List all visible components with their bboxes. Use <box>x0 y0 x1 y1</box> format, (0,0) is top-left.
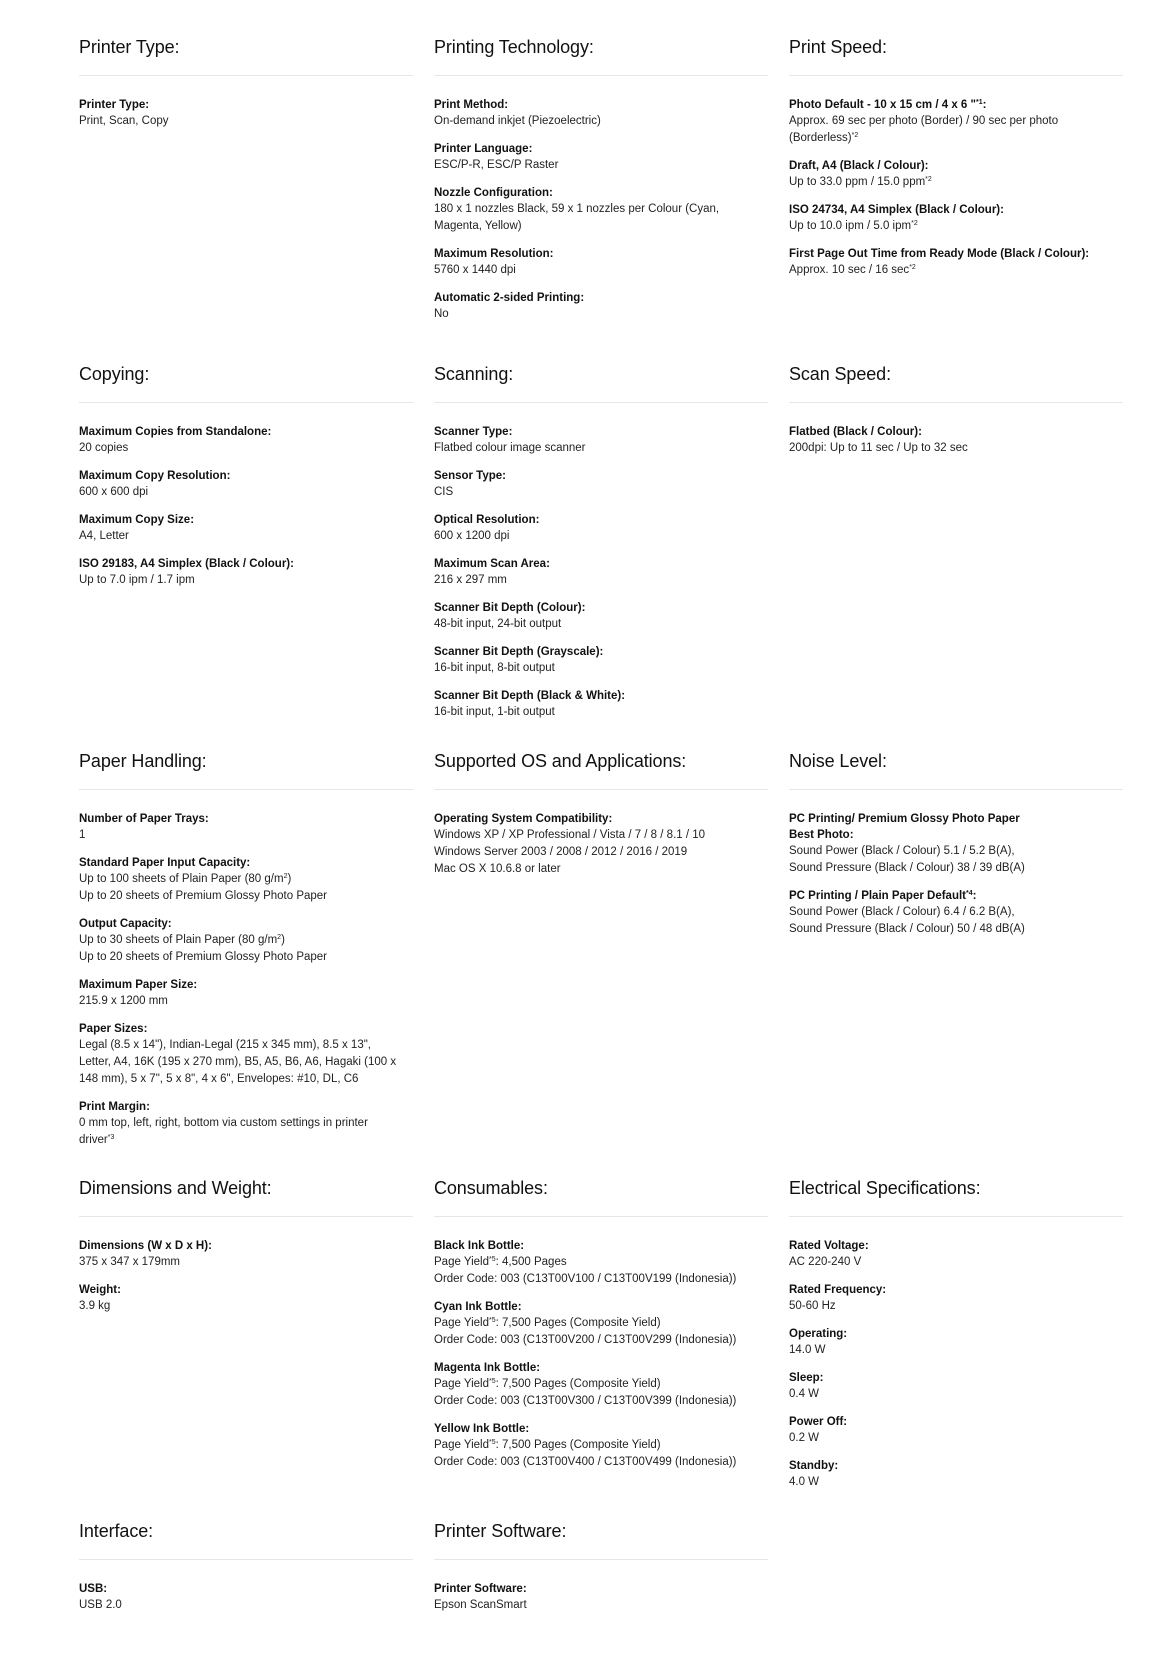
value-line: Letter, A4, 16K (195 x 270 mm), B5, A5, B6, A6, Hagaki (100 x <box>79 1056 397 1068</box>
footnote-marker: *2 <box>911 220 918 227</box>
spec-field <box>434 512 768 545</box>
field-value <box>434 827 768 878</box>
section-heading: Scanning: <box>434 364 514 384</box>
value-line: Sound Power (Black / Colour) 6.4 / 6.2 B(A), <box>789 906 1015 918</box>
field-value: No <box>434 308 449 320</box>
printer-type-section <box>79 36 413 141</box>
spec-field <box>434 141 768 174</box>
spec-field <box>434 468 768 501</box>
field-value <box>434 1376 768 1410</box>
spec-field <box>434 600 768 633</box>
field-value: Up to 33.0 ppm / 15.0 ppm$^{*2}$ <box>789 176 932 188</box>
spec-field <box>79 468 413 501</box>
spec-field <box>434 97 768 130</box>
footnote-marker: *3 <box>107 1134 115 1141</box>
field-label: Scanner Type: <box>434 426 513 438</box>
section-heading: Paper Handling: <box>79 751 207 771</box>
field-value: Up to 7.0 ipm / 1.7 ipm <box>79 574 195 586</box>
spec-field <box>789 1370 1123 1403</box>
field-value: USB 2.0 <box>79 1599 122 1611</box>
spec-field <box>789 1282 1123 1315</box>
spec-field <box>434 811 768 878</box>
field-value <box>789 113 1123 147</box>
field-label: ISO 24734, A4 Simplex (Black / Colour): <box>789 204 1004 216</box>
spec-field <box>789 1238 1123 1271</box>
field-value: AC 220-240 V <box>789 1256 862 1268</box>
field-value: 0.4 W <box>789 1388 820 1400</box>
field-value: 16-bit input, 8-bit output <box>434 662 555 674</box>
field-value: 375 x 347 x 179mm <box>79 1256 181 1268</box>
spec-field <box>789 1414 1123 1447</box>
field-label: Sleep: <box>789 1372 824 1384</box>
section-heading: Printer Software: <box>434 1521 567 1541</box>
value-line: Windows XP / XP Professional / Vista / 7 / 8 / 8.1 / 10 <box>434 829 706 841</box>
section-heading: Supported OS and Applications: <box>434 751 687 771</box>
section-heading: Printer Type: <box>79 37 180 57</box>
consumable-item <box>434 1238 768 1288</box>
field-label: Scanner Bit Depth (Black & White): <box>434 690 626 702</box>
spec-field <box>79 97 413 130</box>
field-label: First Page Out Time from Ready Mode (Black / Colour): <box>789 248 1090 260</box>
scan-speed-section <box>789 363 1123 468</box>
field-value: 1 <box>79 829 86 841</box>
spec-field <box>79 1021 413 1088</box>
field-label: Black Ink Bottle: <box>434 1240 525 1252</box>
spec-field <box>79 512 413 545</box>
section-heading: Dimensions and Weight: <box>79 1178 272 1198</box>
spec-field <box>789 1458 1123 1491</box>
section-heading: Consumables: <box>434 1178 548 1198</box>
value-line: Up to 100 sheets of Plain Paper (80 $g/m^2$) <box>79 873 292 885</box>
field-label: Sensor Type: <box>434 470 506 482</box>
value-line: Page Yield$^{*5}$: 4,500 Pages <box>434 1256 567 1268</box>
field-label: Scanner Bit Depth (Colour): <box>434 602 586 614</box>
field-label: Operating: <box>789 1328 848 1340</box>
value-line: Windows Server 2003 / 2008 / 2012 / 2016 / 2019 <box>434 846 688 858</box>
spec-field <box>789 202 1123 235</box>
field-label: Magenta Ink Bottle: <box>434 1362 541 1374</box>
section-heading: Copying: <box>79 364 150 384</box>
footnote-marker: *5 <box>489 1317 496 1324</box>
spec-field <box>79 1099 413 1149</box>
value-line: Up to 20 sheets of Premium Glossy Photo Paper <box>79 951 328 963</box>
spec-field <box>789 97 1123 147</box>
field-label: Draft, A4 (Black / Colour): <box>789 160 929 172</box>
value-line: 148 mm), 5 x 7", 5 x 8", 4 x 6", Envelopes: #10, DL, C6 <box>79 1073 359 1085</box>
value-line: Order Code: 003 (C13T00V100 / C13T00V199 (Indonesia)) <box>434 1273 737 1285</box>
footnote-marker: *1 <box>975 99 983 106</box>
section-heading: Print Speed: <box>789 37 887 57</box>
field-label: Maximum Paper Size: <box>79 979 198 991</box>
value-line: Sound Power (Black / Colour) 5.1 / 5.2 B(A), <box>789 845 1015 857</box>
value-line: Page Yield$^{*5}$: 7,500 Pages (Composite Yield) <box>434 1317 661 1329</box>
field-label: PC Printing / Plain Paper Default$^{*4}$: <box>789 890 977 902</box>
field-label: Maximum Copy Resolution: <box>79 470 231 482</box>
spec-field <box>434 556 768 589</box>
footnote-marker: *5 <box>489 1256 496 1263</box>
field-value <box>789 904 1123 938</box>
field-label: Maximum Copies from Standalone: <box>79 426 272 438</box>
dimensions-weight-section <box>79 1177 413 1326</box>
section-heading: Scan Speed: <box>789 364 891 384</box>
footnote-marker: *5 <box>489 1439 496 1446</box>
field-value <box>79 932 413 966</box>
field-value: ESC/P-R, ESC/P Raster <box>434 159 559 171</box>
spec-field <box>79 1238 413 1271</box>
noise-level-section <box>789 750 1123 949</box>
spec-field <box>789 811 1123 877</box>
field-value <box>789 843 1123 877</box>
field-value: CIS <box>434 486 454 498</box>
value-line: Up to 20 sheets of Premium Glossy Photo Paper <box>79 890 328 902</box>
footnote-marker: *2 <box>851 132 859 139</box>
printing-technology-section <box>434 36 768 334</box>
spec-field <box>434 644 768 677</box>
value-line: Page Yield$^{*5}$: 7,500 Pages (Composite Yield) <box>434 1439 661 1451</box>
field-label: Rated Frequency: <box>789 1284 887 1296</box>
field-label: Nozzle Configuration: <box>434 187 553 199</box>
field-value <box>79 1115 413 1149</box>
field-value: Flatbed colour image scanner <box>434 442 586 454</box>
section-heading: Electrical Specifications: <box>789 1178 981 1198</box>
field-value: 600 x 1200 dpi <box>434 530 510 542</box>
field-label: Output Capacity: <box>79 918 172 930</box>
field-value: 600 x 600 dpi <box>79 486 149 498</box>
field-label: Cyan Ink Bottle: <box>434 1301 522 1313</box>
scanning-section <box>434 363 768 732</box>
field-label: Optical Resolution: <box>434 514 540 526</box>
print-speed-section <box>789 36 1123 290</box>
field-label: Yellow Ink Bottle: <box>434 1423 530 1435</box>
spec-field <box>789 424 1123 457</box>
spec-field <box>79 424 413 457</box>
value-line: Page Yield$^{*5}$: 7,500 Pages (Composite Yield) <box>434 1378 661 1390</box>
spec-field <box>789 246 1123 279</box>
field-value: 216 x 297 mm <box>434 574 507 586</box>
field-label: Number of Paper Trays: <box>79 813 209 825</box>
spec-field <box>79 916 413 966</box>
spec-field <box>789 888 1123 938</box>
field-label: USB: <box>79 1583 108 1595</box>
field-label: Automatic 2-sided Printing: <box>434 292 585 304</box>
value-line: Up to 30 sheets of Plain Paper (80 $g/m^2$) <box>79 934 285 946</box>
footnote-marker: *2 <box>925 176 932 183</box>
field-value: 14.0 W <box>789 1344 826 1356</box>
field-value: 16-bit input, 1-bit output <box>434 706 555 718</box>
consumables-section <box>434 1177 768 1482</box>
value-line: Legal (8.5 x 14"), Indian-Legal (215 x 345 mm), 8.5 x 13", <box>79 1039 371 1051</box>
field-value: 200dpi: Up to 11 sec / Up to 32 sec <box>789 442 968 454</box>
field-label: Standby: <box>789 1460 839 1472</box>
field-value: 5760 x 1440 dpi <box>434 264 516 276</box>
field-label: Maximum Scan Area: <box>434 558 550 570</box>
field-value: 0.2 W <box>789 1432 820 1444</box>
field-value <box>434 1315 768 1349</box>
field-label: Weight: <box>79 1284 121 1296</box>
spec-field <box>434 246 768 279</box>
field-value <box>434 1437 768 1471</box>
consumable-item <box>434 1360 768 1410</box>
footnote-marker: *2 <box>909 264 916 271</box>
field-label: ISO 29183, A4 Simplex (Black / Colour): <box>79 558 294 570</box>
spec-field <box>434 688 768 721</box>
field-value: 215.9 x 1200 mm <box>79 995 168 1007</box>
value-line: Order Code: 003 (C13T00V200 / C13T00V299 (Indonesia)) <box>434 1334 737 1346</box>
superscript: 2 <box>283 873 288 880</box>
section-heading: Printing Technology: <box>434 37 594 57</box>
field-label: Dimensions (W x D x H): <box>79 1240 212 1252</box>
spec-field <box>79 811 413 844</box>
field-label: Print Margin: <box>79 1101 150 1113</box>
superscript: 2 <box>277 934 282 941</box>
field-label: Printer Software: <box>434 1583 527 1595</box>
field-label: Power Off: <box>789 1416 848 1428</box>
field-value: Approx. 10 sec / 16 $\sec^{*2}$ <box>789 264 916 276</box>
field-value <box>434 1254 768 1288</box>
field-value <box>434 201 768 235</box>
value-line: Magenta, Yellow) <box>434 220 522 232</box>
spec-field <box>434 185 768 235</box>
field-value: Up to 10.0 ipm / 5.0 ipm$^{*2}$ <box>789 220 918 232</box>
spec-field <box>789 158 1123 191</box>
printer-software-section <box>434 1520 768 1625</box>
field-label: Rated Voltage: <box>789 1240 869 1252</box>
field-label: Standard Paper Input Capacity: <box>79 857 251 869</box>
spec-field <box>79 1581 413 1614</box>
value-line: driver$^{*3}$ <box>79 1134 115 1146</box>
electrical-section <box>789 1177 1123 1502</box>
value-line: Sound Pressure (Black / Colour) 38 / 39 dB(A) <box>789 862 1025 874</box>
spec-field <box>789 1326 1123 1359</box>
copying-section <box>79 363 413 600</box>
field-value: On-demand inkjet (Piezoelectric) <box>434 115 601 127</box>
field-value <box>79 871 413 905</box>
value-line: (Borderless)$^{*2}$ <box>789 132 859 144</box>
field-value: 50-60 Hz <box>789 1300 836 1312</box>
spec-field <box>79 556 413 589</box>
value-line: 180 x 1 nozzles Black, 59 x 1 nozzles per Colour (Cyan, <box>434 203 720 215</box>
spec-field <box>434 290 768 323</box>
section-heading: Interface: <box>79 1521 154 1541</box>
value-line: 0 mm top, left, right, bottom via custom settings in printer <box>79 1117 368 1129</box>
footnote-marker: *5 <box>489 1378 496 1385</box>
field-label: Maximum Copy Size: <box>79 514 195 526</box>
spec-field <box>79 1282 413 1315</box>
value-line: Order Code: 003 (C13T00V400 / C13T00V499 (Indonesia)) <box>434 1456 737 1468</box>
field-value: 4.0 W <box>789 1476 820 1488</box>
field-value: A4, Letter <box>79 530 129 542</box>
field-value: 20 copies <box>79 442 129 454</box>
section-heading: Noise Level: <box>789 751 887 771</box>
field-label: Scanner Bit Depth (Grayscale): <box>434 646 604 658</box>
consumable-item <box>434 1299 768 1349</box>
field-label: Printer Type: <box>79 99 150 111</box>
spec-field <box>79 977 413 1010</box>
field-value: 48-bit input, 24-bit output <box>434 618 562 630</box>
paper-handling-section <box>79 750 413 1160</box>
spec-field <box>79 855 413 905</box>
field-value <box>79 1037 413 1088</box>
spec-field <box>434 424 768 457</box>
field-label: Maximum Resolution: <box>434 248 554 260</box>
supported-os-section <box>434 750 768 889</box>
field-label: PC Printing/ Premium Glossy Photo Paper Best Photo: <box>789 813 1020 841</box>
value-line: Mac OS X 10.6.8 or later <box>434 863 561 875</box>
field-value: 3.9 kg <box>79 1300 111 1312</box>
footnote-marker: *4 <box>966 890 973 897</box>
consumable-item <box>434 1421 768 1471</box>
field-label: Print Method: <box>434 99 509 111</box>
field-label: Operating System Compatibility: <box>434 813 613 825</box>
value-line: Approx. 69 sec per photo (Border) / 90 sec per photo <box>789 115 1059 127</box>
field-label: Flatbed (Black / Colour): <box>789 426 922 438</box>
field-label: Photo Default - 10 x 15 cm / 4 x 6 "$^{*1}$: <box>789 99 987 111</box>
value-line: Sound Pressure (Black / Colour) 50 / 48 dB(A) <box>789 923 1025 935</box>
field-value: Print, Scan, Copy <box>79 115 169 127</box>
value-line: Order Code: 003 (C13T00V300 / C13T00V399 (Indonesia)) <box>434 1395 737 1407</box>
field-value: Epson ScanSmart <box>434 1599 527 1611</box>
interface-section <box>79 1520 413 1625</box>
field-label: Paper Sizes: <box>79 1023 148 1035</box>
field-label: Printer Language: <box>434 143 533 155</box>
spec-field <box>434 1581 768 1614</box>
